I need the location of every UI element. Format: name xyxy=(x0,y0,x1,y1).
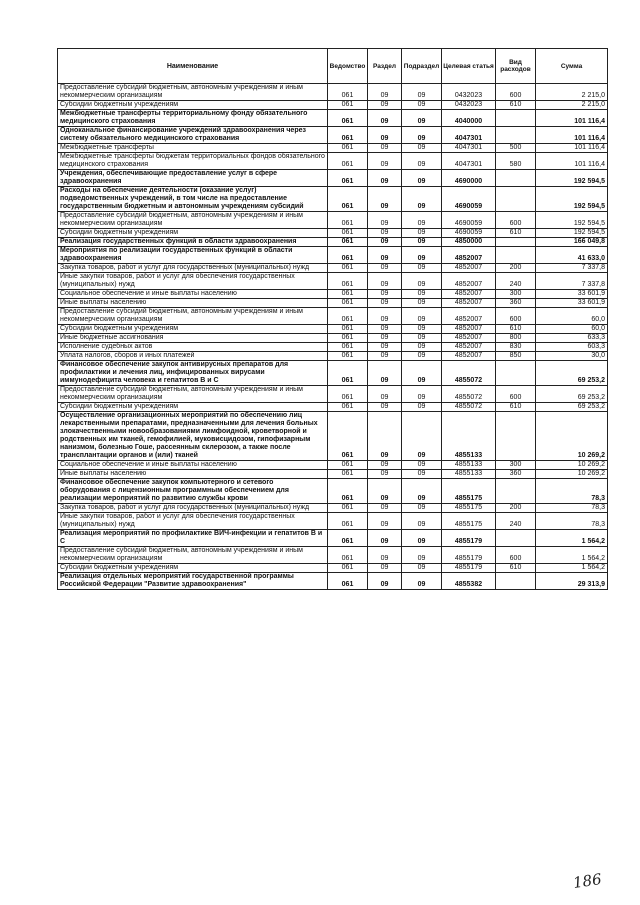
cell-dept: 061 xyxy=(328,229,368,238)
table-row xyxy=(58,334,608,343)
cell-article: 4850000 xyxy=(442,238,496,247)
table-row xyxy=(58,238,608,247)
table-row xyxy=(58,403,608,412)
table-row xyxy=(58,273,608,290)
cell-sum: 1 564,2 xyxy=(536,547,608,564)
cell-dept: 061 xyxy=(328,573,368,590)
cell-dept: 061 xyxy=(328,238,368,247)
cell-exp-type: 360 xyxy=(496,470,536,479)
cell-sum: 1 564,2 xyxy=(536,564,608,573)
cell-dept: 061 xyxy=(328,290,368,299)
cell-article: 4852007 xyxy=(442,308,496,325)
cell-dept: 061 xyxy=(328,564,368,573)
table-body xyxy=(58,84,608,590)
cell-name: Мероприятия по реализации государственных функций в области здравоохранения xyxy=(58,247,328,264)
cell-name: Межбюджетные трансферты xyxy=(58,144,328,153)
cell-article: 4852007 xyxy=(442,325,496,334)
cell-subsection: 09 xyxy=(402,187,442,212)
cell-dept: 061 xyxy=(328,361,368,386)
table-row xyxy=(58,325,608,334)
cell-subsection: 09 xyxy=(402,110,442,127)
cell-subsection: 09 xyxy=(402,470,442,479)
cell-exp-type xyxy=(496,170,536,187)
cell-name: Одноканальное финансирование учреждений здравоохранения через систему обязательного медицинского страхования xyxy=(58,127,328,144)
cell-name: Иные закупки товаров, работ и услуг для обеспечения государственных (муниципальных) нужд xyxy=(58,513,328,530)
cell-exp-type: 600 xyxy=(496,547,536,564)
cell-exp-type xyxy=(496,110,536,127)
cell-sum: 192 594,5 xyxy=(536,187,608,212)
cell-exp-type xyxy=(496,238,536,247)
cell-article: 4047301 xyxy=(442,127,496,144)
cell-sum: 101 116,4 xyxy=(536,153,608,170)
table-row xyxy=(58,461,608,470)
cell-subsection: 09 xyxy=(402,264,442,273)
header-section: Раздел xyxy=(368,49,402,84)
cell-exp-type xyxy=(496,573,536,590)
cell-subsection: 09 xyxy=(402,361,442,386)
cell-section: 09 xyxy=(368,212,402,229)
cell-exp-type xyxy=(496,479,536,504)
cell-dept: 061 xyxy=(328,212,368,229)
cell-section: 09 xyxy=(368,273,402,290)
cell-exp-type: 240 xyxy=(496,513,536,530)
cell-exp-type: 200 xyxy=(496,504,536,513)
cell-article: 0432023 xyxy=(442,84,496,101)
cell-dept: 061 xyxy=(328,412,368,461)
cell-dept: 061 xyxy=(328,101,368,110)
cell-article: 4855179 xyxy=(442,530,496,547)
cell-section: 09 xyxy=(368,479,402,504)
table-row xyxy=(58,573,608,590)
cell-section: 09 xyxy=(368,334,402,343)
cell-subsection: 09 xyxy=(402,101,442,110)
cell-subsection: 09 xyxy=(402,308,442,325)
cell-section: 09 xyxy=(368,299,402,308)
cell-section: 09 xyxy=(368,153,402,170)
table-row xyxy=(58,504,608,513)
cell-name: Предоставление субсидий бюджетным, автономным учреждениям и иным некоммерческим организациям xyxy=(58,308,328,325)
cell-sum: 10 269,2 xyxy=(536,461,608,470)
cell-subsection: 09 xyxy=(402,170,442,187)
cell-subsection: 09 xyxy=(402,343,442,352)
cell-name: Социальное обеспечение и иные выплаты населению xyxy=(58,461,328,470)
table-row xyxy=(58,290,608,299)
cell-section: 09 xyxy=(368,573,402,590)
cell-section: 09 xyxy=(368,470,402,479)
cell-exp-type: 580 xyxy=(496,153,536,170)
cell-sum: 69 253,2 xyxy=(536,403,608,412)
table-row xyxy=(58,212,608,229)
cell-sum: 78,3 xyxy=(536,504,608,513)
cell-sum: 33 601,9 xyxy=(536,290,608,299)
cell-article: 4047301 xyxy=(442,144,496,153)
cell-sum: 2 215,0 xyxy=(536,101,608,110)
cell-article: 4852007 xyxy=(442,290,496,299)
cell-section: 09 xyxy=(368,412,402,461)
table-row xyxy=(58,229,608,238)
table-row xyxy=(58,412,608,461)
table-header-row xyxy=(58,49,608,84)
cell-sum: 2 215,0 xyxy=(536,84,608,101)
cell-sum: 33 601,9 xyxy=(536,299,608,308)
cell-article: 4855072 xyxy=(442,386,496,403)
table-row xyxy=(58,513,608,530)
cell-name: Предоставление субсидий бюджетным, автономным учреждениям и иным некоммерческим организациям xyxy=(58,212,328,229)
header-article: Целевая статья xyxy=(442,49,496,84)
cell-section: 09 xyxy=(368,170,402,187)
cell-subsection: 09 xyxy=(402,247,442,264)
cell-section: 09 xyxy=(368,229,402,238)
cell-exp-type xyxy=(496,247,536,264)
cell-article: 4852007 xyxy=(442,273,496,290)
cell-exp-type: 500 xyxy=(496,144,536,153)
cell-section: 09 xyxy=(368,264,402,273)
cell-section: 09 xyxy=(368,127,402,144)
cell-article: 4690059 xyxy=(442,229,496,238)
cell-name: Расходы на обеспечение деятельности (оказание услуг) подведомственных учреждений, в том числе на предоставление государственным бюджетным и автономным учреждениям субсидий xyxy=(58,187,328,212)
cell-sum: 10 269,2 xyxy=(536,470,608,479)
cell-dept: 061 xyxy=(328,127,368,144)
cell-article: 4852007 xyxy=(442,352,496,361)
cell-subsection: 09 xyxy=(402,547,442,564)
table-row xyxy=(58,170,608,187)
table-row xyxy=(58,299,608,308)
cell-sum: 101 116,4 xyxy=(536,144,608,153)
cell-section: 09 xyxy=(368,361,402,386)
cell-section: 09 xyxy=(368,325,402,334)
table-row xyxy=(58,352,608,361)
cell-name: Субсидии бюджетным учреждениям xyxy=(58,101,328,110)
cell-name: Социальное обеспечение и иные выплаты населению xyxy=(58,290,328,299)
cell-subsection: 09 xyxy=(402,84,442,101)
cell-article: 4855072 xyxy=(442,361,496,386)
cell-subsection: 09 xyxy=(402,144,442,153)
cell-section: 09 xyxy=(368,530,402,547)
cell-sum: 101 116,4 xyxy=(536,110,608,127)
cell-exp-type: 360 xyxy=(496,299,536,308)
cell-sum: 60,0 xyxy=(536,325,608,334)
header-sum: Сумма xyxy=(536,49,608,84)
cell-article: 4852007 xyxy=(442,299,496,308)
cell-subsection: 09 xyxy=(402,238,442,247)
table-row xyxy=(58,564,608,573)
cell-name: Финансовое обеспечение закупок антивирусных препаратов для профилактики и лечения лиц, инфицированных вирусами иммунодефицита человека и гепатитов В и С xyxy=(58,361,328,386)
table-row xyxy=(58,187,608,212)
cell-name: Закупка товаров, работ и услуг для государственных (муниципальных) нужд xyxy=(58,264,328,273)
cell-section: 09 xyxy=(368,290,402,299)
cell-dept: 061 xyxy=(328,470,368,479)
cell-article: 4852007 xyxy=(442,334,496,343)
cell-article: 4855175 xyxy=(442,504,496,513)
cell-dept: 061 xyxy=(328,247,368,264)
cell-sum: 60,0 xyxy=(536,308,608,325)
cell-name: Субсидии бюджетным учреждениям xyxy=(58,564,328,573)
cell-section: 09 xyxy=(368,84,402,101)
cell-name: Межбюджетные трансферты бюджетам территориальных фондов обязательного медицинского страхования xyxy=(58,153,328,170)
cell-exp-type xyxy=(496,361,536,386)
header-subsection: Подраздел xyxy=(402,49,442,84)
cell-exp-type: 610 xyxy=(496,564,536,573)
cell-article: 4855175 xyxy=(442,513,496,530)
table-row xyxy=(58,530,608,547)
cell-subsection: 09 xyxy=(402,299,442,308)
cell-dept: 061 xyxy=(328,334,368,343)
table-row xyxy=(58,84,608,101)
table-row xyxy=(58,386,608,403)
cell-sum: 30,0 xyxy=(536,352,608,361)
cell-name: Реализация мероприятий по профилактике ВИЧ-инфекции и гепатитов В и С xyxy=(58,530,328,547)
cell-section: 09 xyxy=(368,461,402,470)
table-row xyxy=(58,247,608,264)
cell-exp-type: 300 xyxy=(496,290,536,299)
cell-article: 4855133 xyxy=(442,412,496,461)
table-row xyxy=(58,547,608,564)
cell-dept: 061 xyxy=(328,343,368,352)
cell-subsection: 09 xyxy=(402,153,442,170)
cell-exp-type xyxy=(496,530,536,547)
cell-article: 0432023 xyxy=(442,101,496,110)
cell-subsection: 09 xyxy=(402,127,442,144)
cell-article: 4852007 xyxy=(442,247,496,264)
cell-sum: 192 594,5 xyxy=(536,170,608,187)
cell-dept: 061 xyxy=(328,187,368,212)
table-row xyxy=(58,101,608,110)
cell-subsection: 09 xyxy=(402,229,442,238)
cell-sum: 633,3 xyxy=(536,334,608,343)
cell-article: 4855179 xyxy=(442,547,496,564)
cell-sum: 192 594,5 xyxy=(536,212,608,229)
cell-article: 4855072 xyxy=(442,403,496,412)
cell-subsection: 09 xyxy=(402,290,442,299)
cell-name: Иные выплаты населению xyxy=(58,470,328,479)
table-row xyxy=(58,144,608,153)
cell-name: Иные выплаты населению xyxy=(58,299,328,308)
cell-subsection: 09 xyxy=(402,412,442,461)
cell-sum: 166 049,8 xyxy=(536,238,608,247)
cell-dept: 061 xyxy=(328,325,368,334)
cell-article: 4690059 xyxy=(442,187,496,212)
cell-dept: 061 xyxy=(328,530,368,547)
cell-name: Учреждения, обеспечивающие предоставление услуг в сфере здравоохранения xyxy=(58,170,328,187)
cell-exp-type xyxy=(496,187,536,212)
cell-sum: 101 116,4 xyxy=(536,127,608,144)
cell-dept: 061 xyxy=(328,403,368,412)
cell-dept: 061 xyxy=(328,170,368,187)
cell-subsection: 09 xyxy=(402,273,442,290)
cell-article: 4855382 xyxy=(442,573,496,590)
cell-name: Уплата налогов, сборов и иных платежей xyxy=(58,352,328,361)
cell-exp-type: 200 xyxy=(496,264,536,273)
cell-sum: 29 313,9 xyxy=(536,573,608,590)
cell-section: 09 xyxy=(368,343,402,352)
cell-name: Субсидии бюджетным учреждениям xyxy=(58,229,328,238)
table-row xyxy=(58,470,608,479)
cell-exp-type: 610 xyxy=(496,403,536,412)
cell-name: Реализация государственных функций в области здравоохранения xyxy=(58,238,328,247)
cell-dept: 061 xyxy=(328,386,368,403)
cell-section: 09 xyxy=(368,403,402,412)
header-dept: Ведомство xyxy=(328,49,368,84)
cell-exp-type: 240 xyxy=(496,273,536,290)
cell-name: Осуществление организационных мероприятий по обеспечению лиц лекарственными препаратами, предназначенными для лечения больных злокачественными новообразованиями лимфоидной, кроветворной и родственных им тканей, гемофилией, муковисцидозом, гипофизарным нанизмом, болезнью Гоше, рассеянным склерозом, а также после трансплантации органов и (или) тканей xyxy=(58,412,328,461)
header-exp-type: Вид расходов xyxy=(496,49,536,84)
cell-subsection: 09 xyxy=(402,479,442,504)
cell-exp-type: 600 xyxy=(496,308,536,325)
cell-dept: 061 xyxy=(328,308,368,325)
table-row xyxy=(58,308,608,325)
cell-article: 4855179 xyxy=(442,564,496,573)
cell-sum: 192 594,5 xyxy=(536,229,608,238)
cell-section: 09 xyxy=(368,110,402,127)
cell-exp-type xyxy=(496,412,536,461)
cell-article: 4855133 xyxy=(442,470,496,479)
page-number: 186 xyxy=(571,870,603,892)
cell-dept: 061 xyxy=(328,110,368,127)
cell-exp-type: 600 xyxy=(496,212,536,229)
cell-exp-type: 600 xyxy=(496,84,536,101)
cell-section: 09 xyxy=(368,238,402,247)
cell-exp-type: 600 xyxy=(496,386,536,403)
cell-name: Предоставление субсидий бюджетным, автономным учреждениям и иным некоммерческим организациям xyxy=(58,84,328,101)
cell-dept: 061 xyxy=(328,144,368,153)
cell-exp-type: 610 xyxy=(496,229,536,238)
cell-exp-type: 850 xyxy=(496,352,536,361)
cell-name: Иные закупки товаров, работ и услуг для обеспечения государственных (муниципальных) нужд xyxy=(58,273,328,290)
cell-dept: 061 xyxy=(328,513,368,530)
cell-subsection: 09 xyxy=(402,513,442,530)
cell-section: 09 xyxy=(368,352,402,361)
budget-table xyxy=(57,48,608,590)
cell-article: 4852007 xyxy=(442,343,496,352)
table-row xyxy=(58,264,608,273)
cell-exp-type: 800 xyxy=(496,334,536,343)
cell-article: 4047301 xyxy=(442,153,496,170)
cell-exp-type: 610 xyxy=(496,325,536,334)
table-row xyxy=(58,479,608,504)
cell-exp-type: 830 xyxy=(496,343,536,352)
cell-sum: 10 269,2 xyxy=(536,412,608,461)
cell-sum: 7 337,8 xyxy=(536,264,608,273)
cell-name: Межбюджетные трансферты территориальному фонду обязательного медицинского страхования xyxy=(58,110,328,127)
table-row xyxy=(58,361,608,386)
cell-subsection: 09 xyxy=(402,461,442,470)
budget-sheet xyxy=(57,48,607,590)
cell-article: 4690059 xyxy=(442,212,496,229)
header-name: Наименование xyxy=(58,49,328,84)
cell-article: 4855175 xyxy=(442,479,496,504)
cell-name: Исполнение судебных актов xyxy=(58,343,328,352)
cell-name: Субсидии бюджетным учреждениям xyxy=(58,325,328,334)
cell-sum: 78,3 xyxy=(536,479,608,504)
cell-subsection: 09 xyxy=(402,564,442,573)
cell-dept: 061 xyxy=(328,352,368,361)
cell-subsection: 09 xyxy=(402,403,442,412)
table-row xyxy=(58,153,608,170)
cell-name: Реализация отдельных мероприятий государственной программы Российской Федерации "Развитие здравоохранения" xyxy=(58,573,328,590)
cell-name: Субсидии бюджетным учреждениям xyxy=(58,403,328,412)
cell-subsection: 09 xyxy=(402,334,442,343)
cell-dept: 061 xyxy=(328,299,368,308)
cell-sum: 1 564,2 xyxy=(536,530,608,547)
cell-exp-type: 610 xyxy=(496,101,536,110)
cell-subsection: 09 xyxy=(402,530,442,547)
cell-section: 09 xyxy=(368,547,402,564)
cell-section: 09 xyxy=(368,101,402,110)
cell-article: 4855133 xyxy=(442,461,496,470)
cell-article: 4852007 xyxy=(442,264,496,273)
cell-section: 09 xyxy=(368,144,402,153)
cell-section: 09 xyxy=(368,513,402,530)
cell-sum: 7 337,8 xyxy=(536,273,608,290)
cell-sum: 78,3 xyxy=(536,513,608,530)
cell-dept: 061 xyxy=(328,479,368,504)
cell-name: Закупка товаров, работ и услуг для государственных (муниципальных) нужд xyxy=(58,504,328,513)
cell-dept: 061 xyxy=(328,461,368,470)
cell-section: 09 xyxy=(368,308,402,325)
table-row xyxy=(58,110,608,127)
cell-section: 09 xyxy=(368,386,402,403)
cell-dept: 061 xyxy=(328,264,368,273)
cell-exp-type xyxy=(496,127,536,144)
cell-article: 4690000 xyxy=(442,170,496,187)
table-row xyxy=(58,127,608,144)
cell-sum: 69 253,2 xyxy=(536,386,608,403)
cell-section: 09 xyxy=(368,504,402,513)
cell-subsection: 09 xyxy=(402,212,442,229)
cell-name: Предоставление субсидий бюджетным, автономным учреждениям и иным некоммерческим организациям xyxy=(58,547,328,564)
cell-name: Иные бюджетные ассигнования xyxy=(58,334,328,343)
cell-subsection: 09 xyxy=(402,352,442,361)
cell-subsection: 09 xyxy=(402,504,442,513)
cell-dept: 061 xyxy=(328,84,368,101)
cell-section: 09 xyxy=(368,247,402,264)
cell-dept: 061 xyxy=(328,547,368,564)
cell-subsection: 09 xyxy=(402,386,442,403)
cell-article: 4040000 xyxy=(442,110,496,127)
cell-section: 09 xyxy=(368,564,402,573)
cell-dept: 061 xyxy=(328,153,368,170)
cell-name: Финансовое обеспечение закупок компьютерного и сетевого оборудования с лицензионным программным обеспечением для реализации мероприятий по развитию службы крови xyxy=(58,479,328,504)
table-row xyxy=(58,343,608,352)
cell-subsection: 09 xyxy=(402,325,442,334)
cell-sum: 603,3 xyxy=(536,343,608,352)
cell-name: Предоставление субсидий бюджетным, автономным учреждениям и иным некоммерческим организациям xyxy=(58,386,328,403)
cell-dept: 061 xyxy=(328,504,368,513)
cell-dept: 061 xyxy=(328,273,368,290)
cell-sum: 69 253,2 xyxy=(536,361,608,386)
cell-subsection: 09 xyxy=(402,573,442,590)
cell-section: 09 xyxy=(368,187,402,212)
cell-exp-type: 300 xyxy=(496,461,536,470)
cell-sum: 41 633,0 xyxy=(536,247,608,264)
